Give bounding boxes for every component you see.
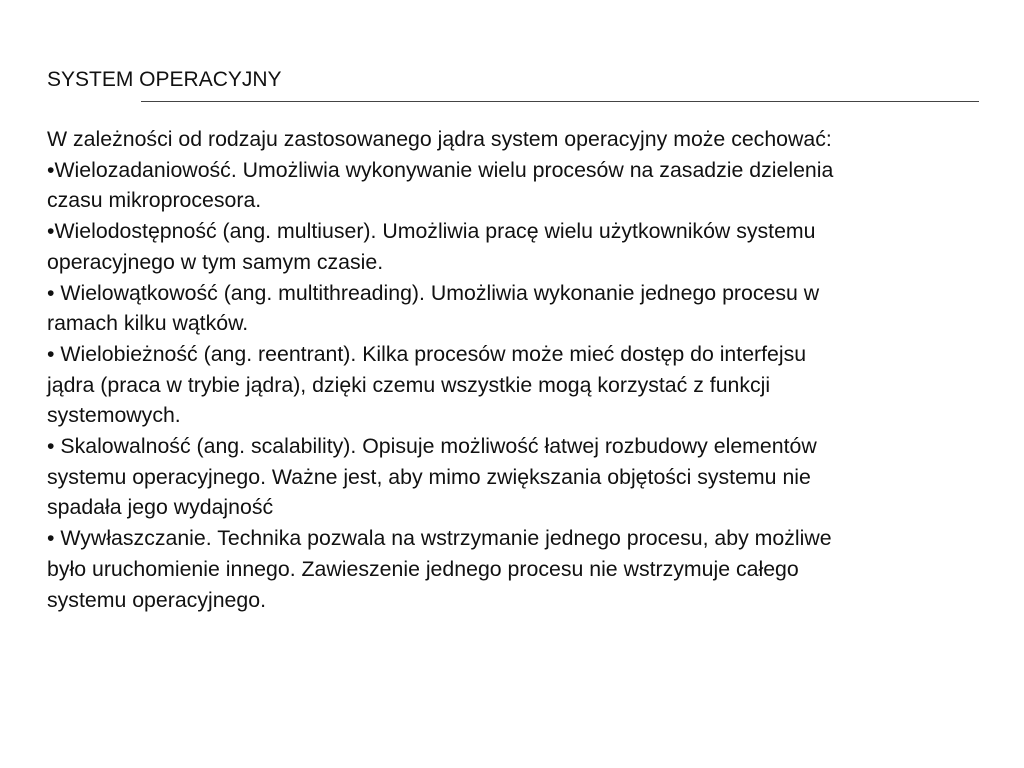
slide-body xyxy=(47,124,977,615)
text-line-multiuser-cont: operacyjnego w tym samym czasie. xyxy=(47,249,384,274)
text-line-reentrant: • Wielobieżność (ang. reentrant). Kilka procesów może mieć dostęp do interfejsu xyxy=(47,341,807,366)
text-line-preemption-cont: było uruchomienie innego. Zawieszenie jednego procesu nie wstrzymuje całego xyxy=(47,556,799,581)
text-line-multitasking-cont: czasu mikroprocesora. xyxy=(47,188,262,213)
title-divider xyxy=(141,101,979,102)
text-line-reentrant-cont-2: systemowych. xyxy=(47,403,181,428)
text-line-intro: W zależności od rodzaju zastosowanego jądra system operacyjny może cechować: xyxy=(47,127,832,151)
text-line-scalability-cont-2: spadała jego wydajność xyxy=(47,495,274,520)
text-line-multithreading-cont: ramach kilku wątków. xyxy=(47,311,249,336)
text-line-multiuser: •Wielodostępność (ang. multiuser). Umożliwia pracę wielu użytkowników systemu xyxy=(47,219,816,244)
text-line-scalability: • Skalowalność (ang. scalability). Opisuje możliwość łatwej rozbudowy elementów xyxy=(47,434,817,459)
slide-title: SYSTEM OPERACYJNY xyxy=(47,68,282,91)
text-line-preemption-cont-2: systemu operacyjnego. xyxy=(47,587,267,612)
text-line-scalability-cont: systemu operacyjnego. Ważne jest, aby mimo zwiększania objętości systemu nie xyxy=(47,464,811,489)
text-line-preemption: • Wywłaszczanie. Technika pozwala na wstrzymanie jednego procesu, aby możliwe xyxy=(47,526,832,551)
text-line-multithreading: • Wielowątkowość (ang. multithreading). Umożliwia wykonanie jednego procesu w xyxy=(47,280,820,305)
text-line-reentrant-cont: jądra (praca w trybie jądra), dzięki czemu wszystkie mogą korzystać z funkcji xyxy=(47,372,771,397)
text-line-multitasking: •Wielozadaniowość. Umożliwia wykonywanie wielu procesów na zasadzie dzielenia xyxy=(47,157,834,182)
